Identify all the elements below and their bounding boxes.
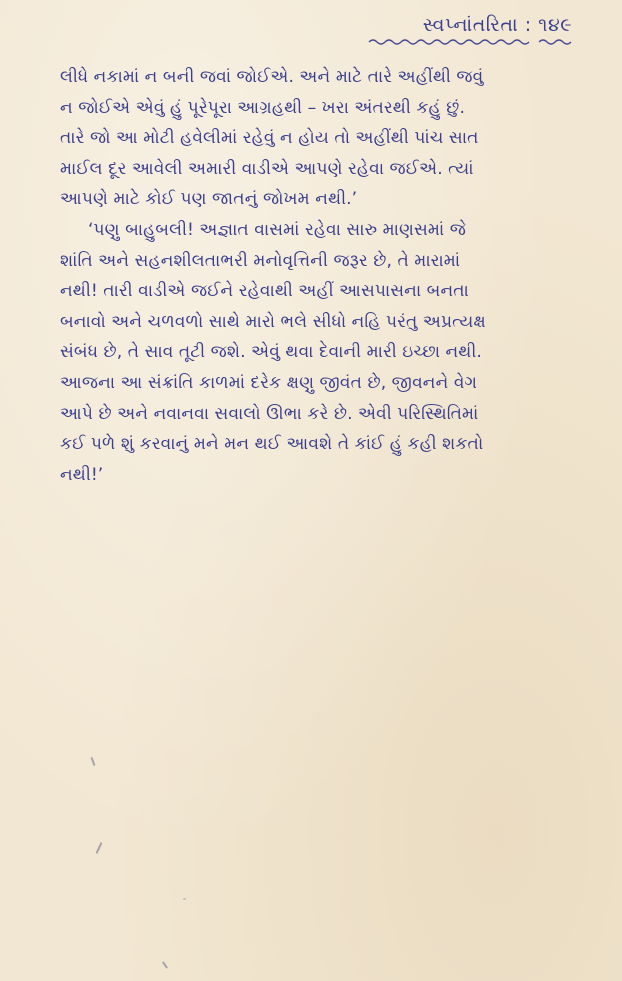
text-line: સંબંધ છે, તે સાવ તૂટી જશે. એવું થવા દેવાની મારી ઇચ્છા નથી.: [60, 342, 482, 363]
text-line: બનાવો અને ચળવળો સાથે મારો ભલે સીધો નહિ પરંતુ અપ્રત્યક્ષ: [60, 311, 486, 332]
text-line: તારે જો આ મોટી હવેલીમાં રહેવું ન હોય તો અહીંથી પાંચ સાત: [60, 128, 479, 149]
running-title: સ્વપ્નાંતરિતા : ૧૪૯: [422, 14, 572, 36]
page-header: [367, 14, 572, 46]
paragraph: [60, 62, 582, 215]
text-line: ન જોઈએ એવું હું પૂરેપૂરા આગ્રહથી – ખરા અંતરથી કહું છું.: [60, 97, 465, 118]
text-line: નથી! તારી વાડીએ જઈને રહેવાથી અહીં આસપાસના બનતા: [60, 281, 469, 302]
body-text: [60, 62, 582, 490]
paragraph: [60, 215, 582, 490]
text-line: આજના આ સંક્રાંતિ કાળમાં દરેક ક્ષણુ જીવંત છે, જીવનને વેગ: [60, 372, 478, 393]
paper-speck: [162, 961, 168, 969]
text-line: આપણે માટે કોઈ પણ જાતનું જોખમ નથી.’: [60, 189, 358, 210]
text-line: ‘પણુ બાહુબલી! અજ્ઞાત વાસમાં રહેવા સારુ માણસમાં જે: [88, 219, 466, 240]
text-line: આપે છે અને નવાનવા સવાલો ઊભા કરે છે. એવી પરિસ્થિતિમાં: [60, 403, 479, 424]
paper-speck: [183, 898, 186, 900]
paper-speck: [96, 842, 103, 854]
text-line: શાંતિ અને સહનશીલતાભરી મનોવૃત્તિની જરૂર છે, તે મારામાં: [60, 250, 461, 271]
text-line: લીધે નકામાં ન બની જવાં જોઈએ. અને માટે તારે અહીંથી જવું: [60, 67, 484, 87]
text-line: કઈ પળે શું કરવાનું મને મન થઈ આવશે તે કાંઈ હું કહી શકતો: [60, 434, 484, 455]
text-line: માઈલ દૂર આવેલી અમારી વાડીએ આપણે રહેવા જઈએ. ત્યાં: [60, 158, 474, 179]
paper-speck: [91, 757, 96, 766]
decorative-wave-underline: [367, 38, 572, 46]
text-line: નથી!’: [60, 464, 104, 485]
